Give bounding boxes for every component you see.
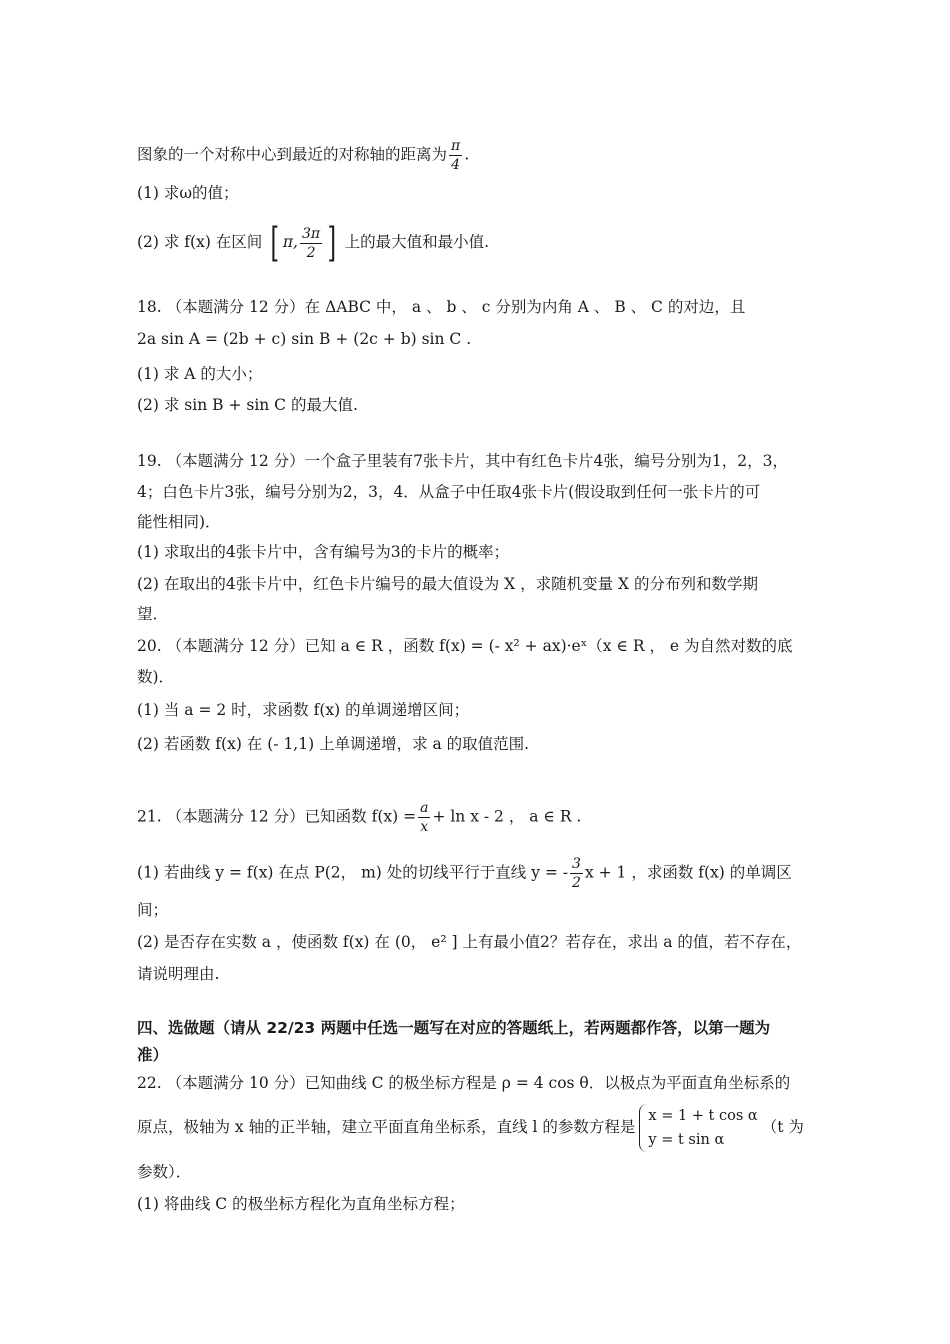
q20-part2: (2) 若函数 f(x) 在 (- 1,1) 上单调递增，求 a 的取值范围. <box>137 735 530 753</box>
q17-intro: 图象的一个对称中心到最近的对称轴的距离为 $\frac{\pi}{4}$ . <box>137 138 470 173</box>
q17-part2: (2) 求 f(x) 在区间 [ π, $\frac{3\pi}{2}$ ] 上的最大值和最小值. <box>137 220 490 266</box>
q21-part1: (1) 若曲线 y = f(x) 在点 P(2， m) 处的切线平行于直线 y = - $\frac{3}{2}$ x + 1 ，求函数 f(x) 的单调区 <box>137 856 792 891</box>
q20-part1: (1) 当 a = 2 时，求函数 f(x) 的单调递增区间； <box>137 701 470 719</box>
q19-line1: 19. （本题满分 12 分）一个盒子里装有7张卡片，其中有红色卡片4张，编号分别为1，2，3， <box>137 452 788 470</box>
q19-part2-line1: (2) 在取出的4张卡片中，红色卡片编号的最大值设为 X ，求随机变量 X 的分布列和数学期 <box>137 575 759 593</box>
q22-part1: (1) 将曲线 C 的极坐标方程化为直角坐标方程； <box>137 1195 465 1213</box>
q21-part1-line2: 间； <box>137 901 169 919</box>
q19-line2: 4；白色卡片3张，编号分别为2，3，4．从盒子中任取4张卡片(假设取到任何一张卡片的可 <box>137 483 761 501</box>
q21-fraction: $\frac{a}{x}$ <box>420 800 429 835</box>
q22-parametric-system: x = 1 + t cos α y = t sin α <box>639 1104 757 1152</box>
q18-part1: (1) 求 A 的大小； <box>137 365 263 383</box>
q21-line1: 21. （本题满分 12 分）已知函数 f(x) = $\frac{a}{x}$ + ln x - 2 ， a ∈ R . <box>137 800 582 835</box>
q21-part2-line1: (2) 是否存在实数 a ，使函数 f(x) 在 (0， e² ] 上有最小值2？若存在，求出 a 的值，若不存在， <box>137 933 802 951</box>
section4-heading-line2: 准） <box>137 1046 169 1064</box>
q20-line1: 20. （本题满分 12 分）已知 a ∈ R ，函数 f(x) = (- x² + ax)·eˣ（x ∈ R ， e 为自然对数的底 <box>137 637 793 655</box>
q19-part1: (1) 求取出的4张卡片中，含有编号为3的卡片的概率； <box>137 543 510 561</box>
q18-line1: 18. （本题满分 12 分）在 ΔABC 中， a 、 b 、 c 分别为内角 A 、 B 、 C 的对边，且 <box>137 298 746 316</box>
q17-intro-fraction: $\frac{\pi}{4}$ <box>451 138 461 173</box>
q21-part2-line2: 请说明理由. <box>137 965 220 983</box>
q22-line2: 原点，极轴为 x 轴的正半轴，建立平面直角坐标系，直线 l 的参数方程是 x = 1 + t cos α y = t sin α （t 为 <box>137 1104 804 1152</box>
left-bracket: [ <box>270 220 280 266</box>
q21-slope-fraction: $\frac{3}{2}$ <box>572 856 581 891</box>
q18-part2: (2) 求 sin B + sin C 的最大值. <box>137 396 358 414</box>
q17-part1: (1) 求ω的值； <box>137 184 239 202</box>
section4-heading-line1: 四、选做题（请从 22/23 两题中任选一题写在对应的答题纸上，若两题都作答，以第一题为 <box>137 1019 771 1037</box>
q20-line2: 数)． <box>137 668 175 686</box>
right-bracket: ] <box>327 220 337 266</box>
q17-interval-fraction: $\frac{3\pi}{2}$ <box>301 225 321 261</box>
q22-line3: 参数）． <box>137 1163 192 1181</box>
q19-part2-line2: 望． <box>137 605 169 623</box>
q22-line1: 22. （本题满分 10 分）已知曲线 C 的极坐标方程是 ρ = 4 cos θ．以极点为平面直角坐标系的 <box>137 1074 791 1092</box>
q18-line2: 2a sin A = (2b + c) sin B + (2c + b) sin C . <box>137 330 472 348</box>
q19-line3: 能性相同)． <box>137 513 221 531</box>
